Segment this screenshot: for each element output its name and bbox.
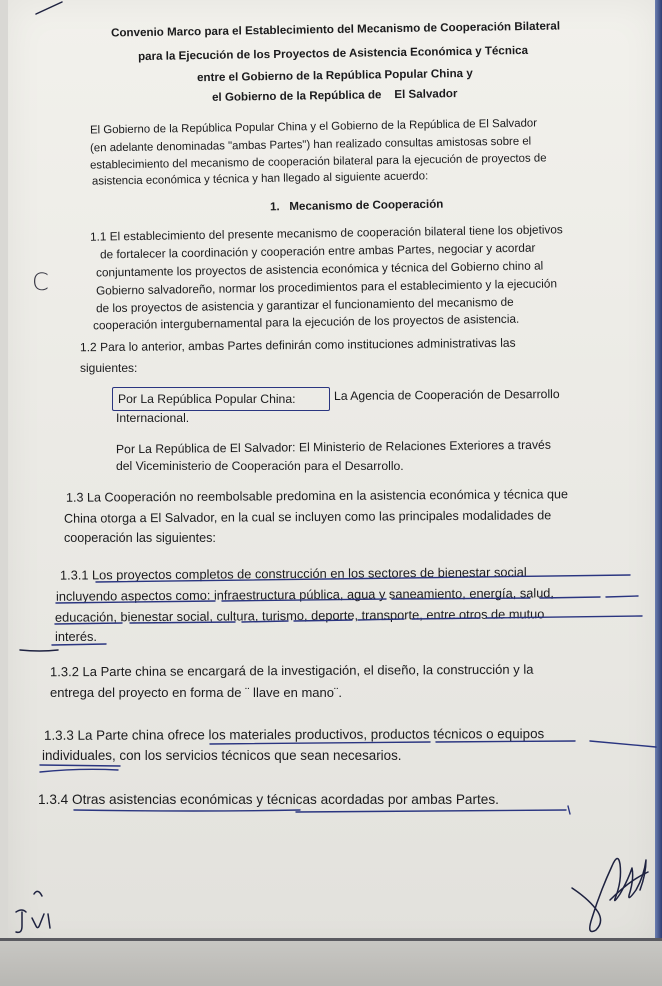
title-line-1: Convenio Marco para el Establecimiento del Mecanismo de Cooperación Bilateral [110,19,561,40]
underline-1-3-3-c [40,769,118,772]
p1-3-line-1: 1.3 La Cooperación no reembolsable predomina en la asistencia económica y técnica que [65,487,569,505]
intro-line-4: asistencia económica y técnica y han llegado al siguiente acuerdo: [91,170,429,188]
title-line-2: para la Ejecución de los Proyectos de Asistencia Económica y Técnica [137,43,529,64]
p1-3-1-line-2: incluyendo aspectos como: infraestructura pública, agua y saneamiento, energía, salud, [55,585,555,604]
underline-1-3-1-d [52,644,106,645]
signature-right [572,858,646,931]
p1-3-1-line-1: 1.3.1 Los proyectos completos de construcción en los sectores de bienestar social [59,564,527,583]
initials-left-dot [34,891,42,896]
salvador-line-1: Por La República de El Salvador: El Ministerio de Relaciones Exteriores a través [115,437,551,457]
p1-3-1-line-4: interés. [55,629,97,644]
p1-3-line-3: cooperación las siguientes: [64,531,216,545]
p1-3-2-line-1: 1.3.2 La Parte china se encargará de la investigación, el diseño, la construcción y la [49,661,534,680]
p1-2-line-2: siguientes: [80,361,138,375]
initials-left-a [16,910,26,932]
p1-1-line-2: de fortalecer la coordinación y cooperación entre ambas Partes, negociar y acordar [99,240,536,262]
p1-1-line-4: Gobierno salvadoreño, normar los procedimientos para el establecimiento y la ejecución [95,276,558,298]
initials-left-b [32,914,50,928]
title-line-4: el Gobierno de la República de El Salvador [211,87,458,104]
underline-1-3-1-a [96,575,630,582]
underline-1-3-1-c [55,616,642,624]
p1-3-3-line-2: individuales, con los servicios técnicos que sean necesarios. [42,748,402,763]
p1-1-line-5: de los proyectos de asistencia y garantizar el funcionamiento del mecanismo de [95,294,514,316]
underline-1-3-4 [74,810,566,812]
china-agency: La Agencia de Cooperación de Desarrollo [333,387,560,403]
corner-stroke [36,2,62,14]
p1-1-line-3: conjuntamente los proyectos de asistencia económica y técnica del Gobierno chino al [95,258,544,280]
underline-1-3-1-b [56,596,638,603]
china-agency-cont: Internacional. [116,411,190,425]
title-line-3: entre el Gobierno de la República Popular China y [196,66,473,85]
p1-2-line-1: 1.2 Para lo anterior, ambas Partes definirán como instituciones administrativas las [79,335,516,355]
p1-3-1-line-3: educación, bienestar social, cultura, turismo, deporte, transporte, entre otros de mutuo [54,606,545,625]
p1-3-line-2: China otorga a El Salvador, en la cual se incluyen como las principales modalidades de [63,508,552,526]
intro-line-3: establecimiento del mecanismo de cooperación bilateral para la ejecución de proyectos de [89,152,547,172]
underline-1-3-4-end [568,806,570,814]
china-label: Por La República Popular China: [118,392,296,406]
section-heading: 1. Mecanismo de Cooperación [269,197,444,214]
underline-1-3-3-a [210,741,656,747]
p1-3-3-line-1: 1.3.3 La Parte china ofrece los materiales productivos, productos técnicos o equipos [43,726,545,743]
margin-stroke [20,650,58,651]
p1-1-line-1: 1.1 El establecimiento del presente mecanismo de cooperación bilateral tiene los objetivos [89,222,563,244]
p1-3-4-line-1: 1.3.4 Otras asistencias económicas y técnicas acordadas por ambas Partes. [38,792,499,807]
salvador-line-2: del Viceministerio de Cooperación para el Desarrollo. [116,459,404,473]
p1-1-line-6: cooperación intergubernamental para la ejecución de los proyectos de asistencia. [92,311,520,333]
margin-mark: C [32,268,49,296]
intro-line-2: (en adelante denominadas "ambas Partes") han realizado consultas amistosas sobre el [89,135,532,155]
underline-1-3-3-b [40,765,120,766]
p1-3-2-line-2: entrega del proyecto en forma de ¨ llave en mano¨. [50,685,342,700]
intro-line-1: El Gobierno de la República Popular China y el Gobierno de la República de El Salvador [89,117,538,137]
